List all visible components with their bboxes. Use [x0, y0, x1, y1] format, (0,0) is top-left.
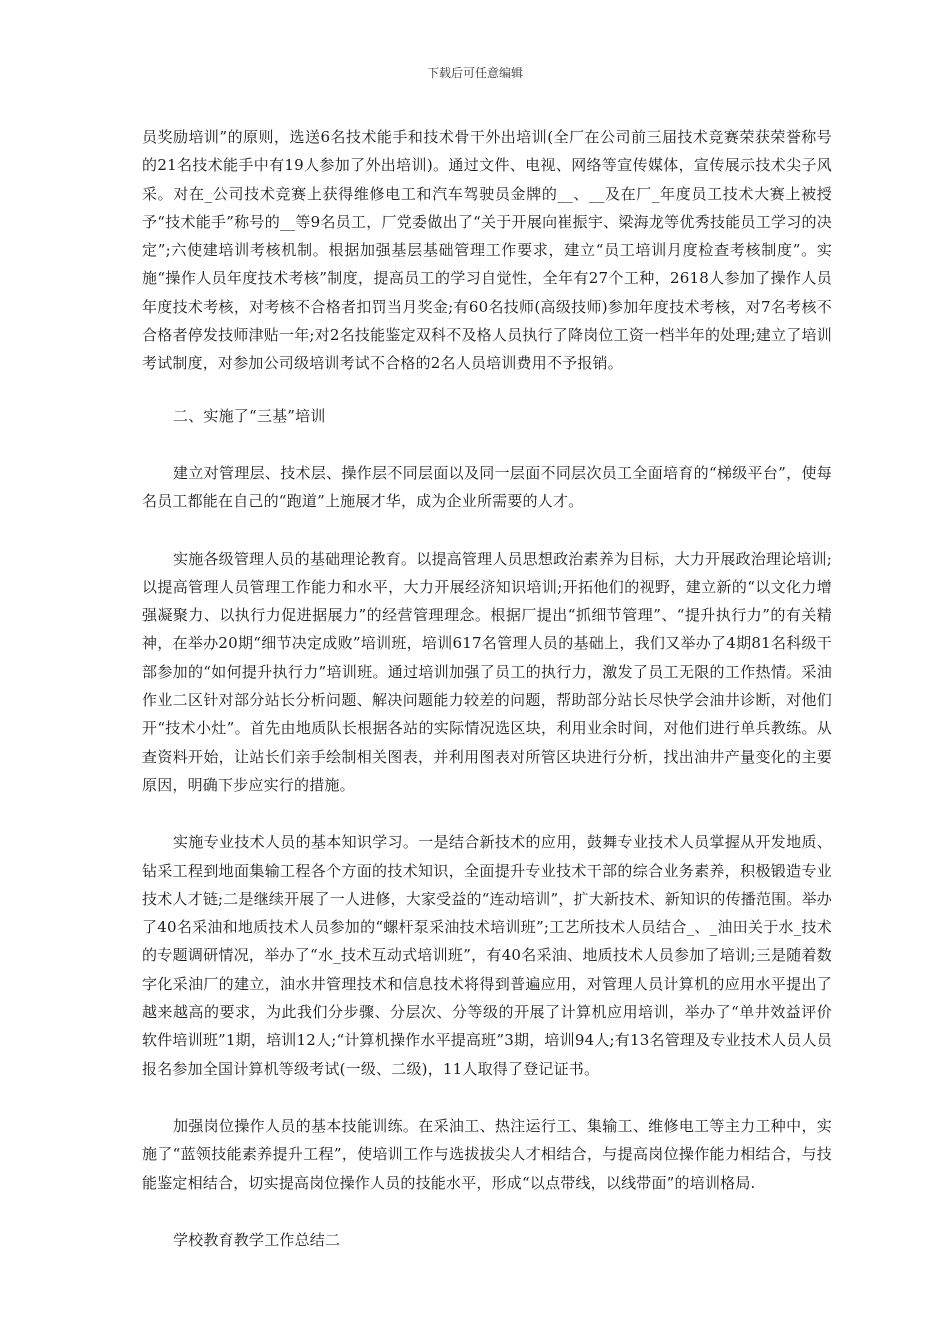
section-heading: 二、实施了“三基”培训	[173, 406, 326, 425]
paragraph-technical: 实施专业技术人员的基本知识学习。一是结合新技术的应用，鼓舞专业技术人员掌握从开发地质、钻采工程到地面集输工程各个方面的技术知识，全面提升专业技术干部的综合业务素养，积极锻造专业技术人才链;二是继续开展了一人进修，大家受益的“连动培训”，扩大新技术、新知识的传播范围。举办了40名采油和地质技术人员参加的“螺杆泵采油技术培训班”;工艺所技术人员结合_、_油田关于水_技术的专题调研情况，举办了“水_技术互动式培训班”，有40名采油、地质技术人员参加了培训;三是随着数字化采油厂的建立，油水井管理技术和信息技术将得到普遍应用，对管理人员计算机的应用水平提出了越来越高的要求，为此我们分步骤、分层次、分等级的开展了计算机应用培训，举办了“单井效益评价软件培训班”1期，培训12人;“计算机操作水平提高班”3期，培训94人;有13名管理及专业技术人员人员报名参加全国计算机等级考试(一级、二级)，11人取得了登记证书。	[142, 833, 832, 1078]
page-header: 下载后可任意编辑	[426, 66, 523, 80]
next-section-title: 学校教育教学工作总结二	[173, 1230, 341, 1249]
paragraph-continuation: 员奖励培训”的原则，选送6名技术能手和技术骨干外出培训(全厂在公司前三届技术竞赛荣获荣誉称号的21名技术能手中有19人参加了外出培训)。通过文件、电视、网络等宣传媒体，宣传展示技术尖子风采。对在_公司技术竞赛上获得维修电工和汽车驾驶员金牌的__、__及在厂_年度员工技术大赛上被授予“技术能手”称号的__等9名员工，厂党委做出了“关于开展向崔振宇、梁海龙等优秀技能员工学习的决定”;六使建培训考核机制。根据加强基层基础管理工作要求，建立“员工培训月度检查考核制度”。实施“操作人员年度技术考核”制度，提高员工的学习自觉性，全年有27个工种，2618人参加了操作人员年度技术考核，对考核不合格者扣罚当月奖金;有60名技师(高级技师)参加年度技术考核，对7名考核不合格者停发技师津贴一年;对2名技能鉴定双科不及格人员执行了降岗位工资一档半年的处理;建立了培训考试制度，对参加公司级培训考试不合格的2名人员培训费用不予报销。	[142, 128, 832, 373]
paragraph-management: 实施各级管理人员的基础理论教育。以提高管理人员思想政治素养为目标，大力开展政治理论培训;以提高管理人员管理工作能力和水平，大力开展经济知识培训;开拓他们的视野，建立新的“以文化力增强凝聚力、以执行力促进据展力”的经营管理理念。根据厂提出“抓细节管理”、“提升执行力”的有关精神，在举办20期“细节决定成败”培训班，培训617名管理人员的基础上，我们又举办了4期81名科级干部参加的“如何提升执行力”培训班。通过培训加强了员工的执行力，激发了员工无限的工作热情。采油作业二区针对部分站长分析问题、解决问题能力较差的问题，帮助部分站长尽快学会油井诊断，对他们开“技术小灶”。首先由地质队长根据各站的实际情况选区块，利用业余时间，对他们进行单兵教练。从查资料开始，让站长们亲手绘制相关图表，并利用图表对所管区块进行分析，找出油井产量变化的主要原因，明确下步应实行的措施。	[142, 549, 832, 794]
paragraph-intro: 建立对管理层、技术层、操作层不同层面以及同一层面不同层次员工全面培育的“梯级平台”，使每名员工都能在自己的“跑道”上施展才华，成为企业所需要的人才。	[142, 463, 832, 511]
document-body	[142, 123, 832, 1254]
paragraph-operators: 加强岗位操作人员的基本技能训练。在采油工、热注运行工、集输工、维修电工等主力工种中，实施了“蓝领技能素养提升工程”，使培训工作与选拔拔尖人才相结合，与提高岗位操作能力相结合，与技能鉴定相结合，切实提高岗位操作人员的技能水平，形成“以点带线，以线带面”的培训格局.	[142, 1116, 832, 1192]
